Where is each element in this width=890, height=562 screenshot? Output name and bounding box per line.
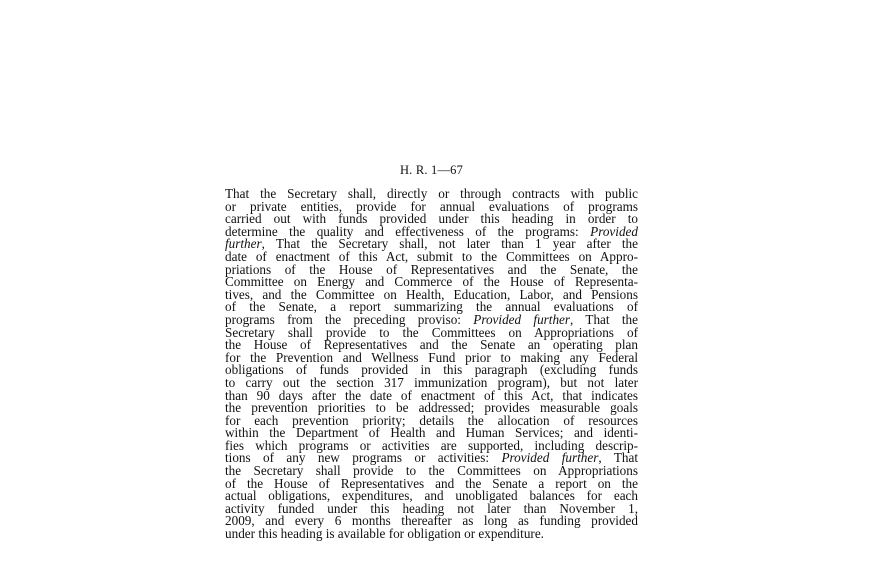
line-text: of the House of Representatives and the Senate a report on the [225, 475, 638, 491]
line-text: the House of Representatives and the Senate an operating plan [225, 337, 638, 353]
page-header: H. R. 1—67 [399, 163, 464, 177]
line-text: the Secretary shall provide to the Committees on Appropriations [225, 463, 638, 479]
line-text: determine the quality and effectiveness of the programs: [225, 223, 591, 239]
line-text: 2009, and every 6 months thereafter as long as funding provided [225, 513, 638, 529]
line-text: carried out with funds provided under this heading in order to [225, 211, 638, 227]
text-line [225, 528, 638, 541]
line-text: activity funded under this heading not later than November 1, [225, 500, 638, 516]
line-text: priations of the House of Representatives and the Senate, the [225, 261, 638, 277]
line-text: tives, and the Committee on Health, Education, Labor, and Pensions [225, 286, 638, 302]
line-text: , That [598, 450, 638, 466]
line-text: Secretary shall provide to the Committees on Appropriations of [225, 324, 638, 340]
italic-proviso-text: Provided further [473, 311, 571, 327]
line-text: than 90 days after the date of enactment of this Act, that indicates [225, 387, 638, 403]
italic-proviso-text: further [225, 236, 262, 252]
line-text: , That the [570, 311, 638, 327]
line-text: , That the Secretary shall, not later than 1 year after the [261, 236, 638, 252]
italic-proviso-text: Provided [590, 223, 638, 239]
italic-proviso-text: Provided further [501, 450, 599, 466]
line-text: to carry out the section 317 immunization program), but not later [225, 374, 638, 390]
line-text: programs from the preceding proviso: [225, 311, 474, 327]
body-paragraph [225, 188, 638, 541]
line-text: under this heading is available for obligation or expenditure. [225, 526, 544, 542]
line-text: actual obligations, expenditures, and unobligated balances for each [225, 488, 638, 504]
line-text: for the Prevention and Wellness Fund prior to making any Federal [225, 349, 638, 365]
line-text: tions of any new programs or activities: [225, 450, 502, 466]
line-text: Committee on Energy and Commerce of the House of Representa- [225, 274, 638, 290]
line-text: date of enactment of this Act, submit to the Committees on Appro- [225, 248, 638, 264]
line-text: of the Senate, a report summarizing the annual evaluations of [225, 299, 638, 315]
line-text: obligations of funds provided in this paragraph (excluding funds [225, 362, 638, 378]
line-text: the prevention priorities to be addressed; provides measurable goals [225, 400, 638, 416]
line-text: That the Secretary shall, directly or through contracts with public [225, 186, 638, 201]
line-text: or private entities, provide for annual evaluations of programs [225, 198, 638, 214]
line-text: for each prevention priority; details the allocation of resources [225, 412, 638, 428]
line-text: fies which programs or activities are supported, including descrip- [225, 437, 638, 453]
line-text: within the Department of Health and Human Services; and identi- [225, 425, 638, 441]
